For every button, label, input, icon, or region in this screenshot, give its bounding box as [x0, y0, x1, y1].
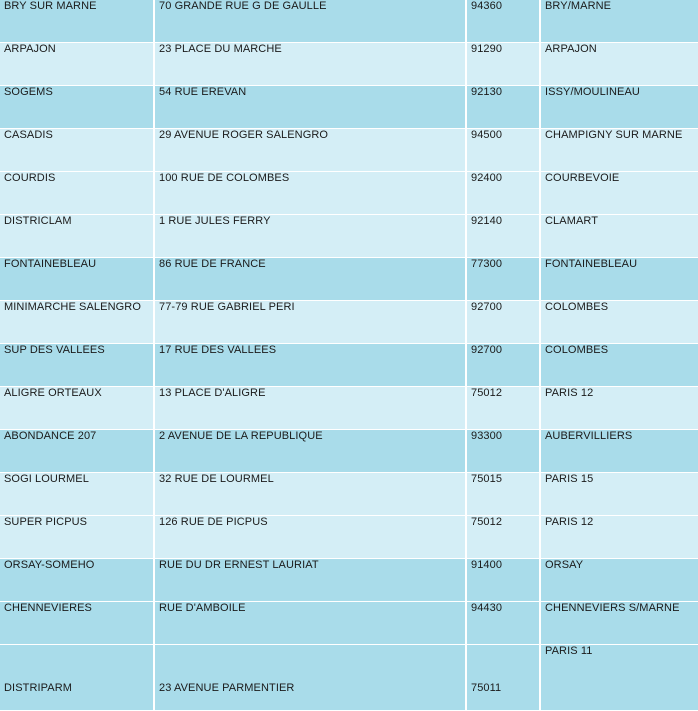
store-city-cell: COLOMBES [540, 344, 698, 387]
store-name-cell: SOGEMS [0, 86, 154, 129]
store-city-cell: ORSAY [540, 559, 698, 602]
store-postcode-cell: 75012 [466, 387, 540, 430]
store-postcode-cell: 75012 [466, 516, 540, 559]
store-address-cell: 54 RUE EREVAN [154, 86, 466, 129]
store-postcode-cell: 92130 [466, 86, 540, 129]
store-name-cell: CHENNEVIERES [0, 602, 154, 645]
store-postcode-cell: 92400 [466, 172, 540, 215]
store-postcode-cell: 92700 [466, 344, 540, 387]
store-postcode-cell: 77300 [466, 258, 540, 301]
store-city-cell: PARIS 15 [540, 473, 698, 516]
store-address-cell: 13 PLACE D'ALIGRE [154, 387, 466, 430]
store-name-cell: MINIMARCHE SALENGRO [0, 301, 154, 344]
store-postcode-cell: 92140 [466, 215, 540, 258]
table-row [0, 602, 698, 645]
store-name-cell: SOGI LOURMEL [0, 473, 154, 516]
store-postcode-cell: 91400 [466, 559, 540, 602]
store-name-cell: ABONDANCE 207 [0, 430, 154, 473]
store-name-cell: COURDIS [0, 172, 154, 215]
store-address-cell: 23 PLACE DU MARCHE [154, 43, 466, 86]
store-city-cell: PARIS 11 [540, 645, 698, 711]
table-row [0, 387, 698, 430]
store-address-cell: 17 RUE DES VALLEES [154, 344, 466, 387]
table-row [0, 430, 698, 473]
table-row [0, 344, 698, 387]
store-postcode-cell: 93300 [466, 430, 540, 473]
table-row [0, 516, 698, 559]
store-address-cell: 86 RUE DE FRANCE [154, 258, 466, 301]
store-address-cell: 1 RUE JULES FERRY [154, 215, 466, 258]
store-city-cell: FONTAINEBLEAU [540, 258, 698, 301]
table-row [0, 645, 698, 711]
store-city-cell: CHAMPIGNY SUR MARNE [540, 129, 698, 172]
store-postcode-cell: 92700 [466, 301, 540, 344]
store-name-cell: DISTRICLAM [0, 215, 154, 258]
table-row [0, 86, 698, 129]
store-city-cell: CHENNEVIERS S/MARNE [540, 602, 698, 645]
store-name-cell: BRY SUR MARNE [0, 0, 154, 43]
store-postcode-cell: 94360 [466, 0, 540, 43]
store-address-cell: 126 RUE DE PICPUS [154, 516, 466, 559]
store-address-cell: 77-79 RUE GABRIEL PERI [154, 301, 466, 344]
store-postcode-cell: 94500 [466, 129, 540, 172]
store-city-cell: AUBERVILLIERS [540, 430, 698, 473]
store-city-cell: CLAMART [540, 215, 698, 258]
store-name-cell: DISTRIPARM [0, 645, 154, 711]
table-row [0, 301, 698, 344]
store-city-cell: PARIS 12 [540, 387, 698, 430]
table-row [0, 215, 698, 258]
store-postcode-cell: 94430 [466, 602, 540, 645]
store-address-cell: 100 RUE DE COLOMBES [154, 172, 466, 215]
store-city-cell: PARIS 12 [540, 516, 698, 559]
store-city-cell: ISSY/MOULINEAU [540, 86, 698, 129]
store-city-cell: ARPAJON [540, 43, 698, 86]
store-postcode-cell: 75011 [466, 645, 540, 711]
store-address-cell: 23 AVENUE PARMENTIER [154, 645, 466, 711]
table-row [0, 473, 698, 516]
store-city-cell: COLOMBES [540, 301, 698, 344]
store-name-cell: CASADIS [0, 129, 154, 172]
store-city-cell: COURBEVOIE [540, 172, 698, 215]
table-row [0, 559, 698, 602]
store-address-cell: 29 AVENUE ROGER SALENGRO [154, 129, 466, 172]
store-address-cell: 32 RUE DE LOURMEL [154, 473, 466, 516]
store-name-cell: SUPER PICPUS [0, 516, 154, 559]
store-city-cell: BRY/MARNE [540, 0, 698, 43]
store-name-cell: FONTAINEBLEAU [0, 258, 154, 301]
store-address-cell: 2 AVENUE DE LA REPUBLIQUE [154, 430, 466, 473]
store-name-cell: SUP DES VALLEES [0, 344, 154, 387]
store-name-cell: ARPAJON [0, 43, 154, 86]
store-address-cell: 70 GRANDE RUE G DE GAULLE [154, 0, 466, 43]
table-row [0, 172, 698, 215]
table-row [0, 0, 698, 43]
table-row [0, 129, 698, 172]
store-postcode-cell: 91290 [466, 43, 540, 86]
store-address-cell: RUE D'AMBOILE [154, 602, 466, 645]
table-row [0, 258, 698, 301]
table-row [0, 43, 698, 86]
store-address-cell: RUE DU DR ERNEST LAURIAT [154, 559, 466, 602]
store-postcode-cell: 75015 [466, 473, 540, 516]
store-name-cell: ALIGRE ORTEAUX [0, 387, 154, 430]
store-name-cell: ORSAY-SOMEHO [0, 559, 154, 602]
